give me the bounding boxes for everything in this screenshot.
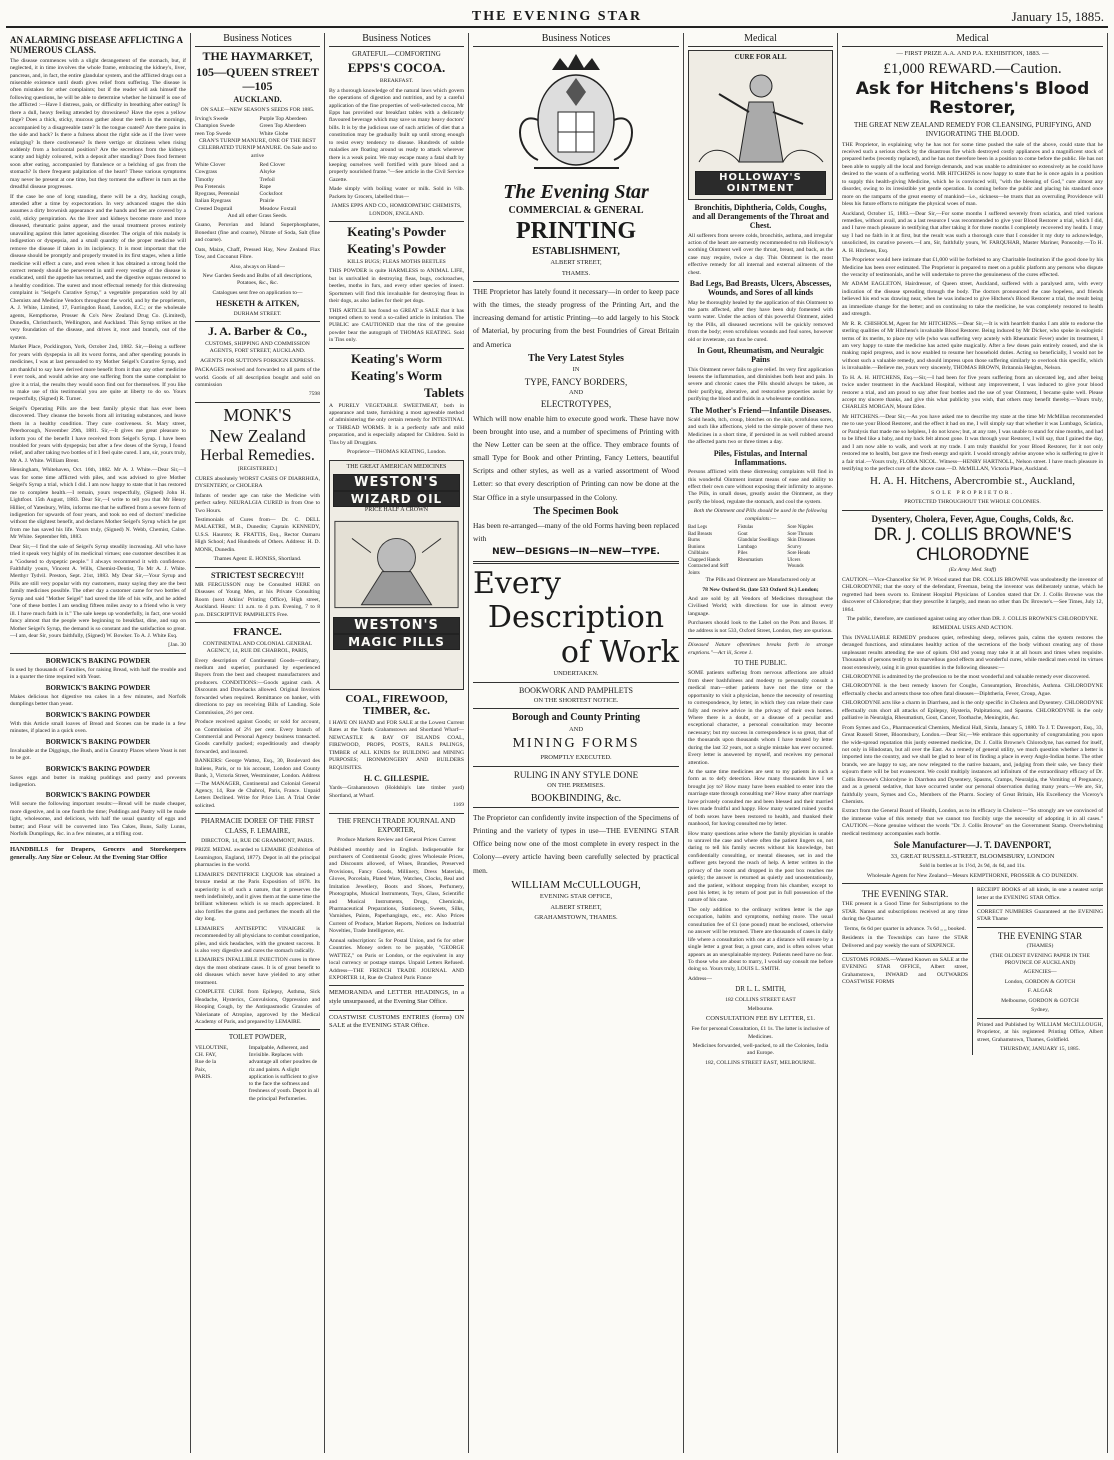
divider (688, 638, 833, 639)
keating-powder-body-1: THIS POWDER is quite HARMLESS to ANIMAL LIFE, but is unrivalled in destroying fleas, bugs, cockroaches, beetles, moths in furs, and every other species of insect. Sportsmen will find this invaluable for destroying fleas in their dogs, as also ladies for their pet dogs. (329, 268, 464, 305)
lemaire-body-4: LEMAIRE'S INFALLIBLE INJECTION cures in three days the most obstinate cases. It is of great benefit to old diseases which never have yielded to any other treatment. (195, 957, 320, 986)
epps-title: EPPS'S COCOA. (347, 60, 446, 76)
printing-l4: ALBERT STREET, (550, 259, 602, 267)
holloway-label: HOLLOWAY'S OINTMENT (695, 171, 826, 195)
column-6 (838, 33, 1108, 1453)
holloway-h4: The Mother's Friend—Infantile Diseases. (689, 405, 832, 415)
barber-title: J. A. Barber & Co., (207, 323, 308, 338)
holloway-address: 78 New Oxford St. (late 533 Oxford St.) London; (702, 586, 819, 593)
undertaken: UNDERTAKEN. (553, 670, 599, 678)
subscription-ad (842, 887, 973, 1055)
divider (329, 1010, 464, 1011)
divider (195, 622, 320, 623)
hitchens-protected: PROTECTED THROUGHOUT THE WHOLE COLONIES. (904, 499, 1041, 506)
seed-list-left: Irving's Swede Champion Swede reen Top Swede (195, 116, 235, 137)
sole-manufacturer: Sole Manufacturer—J. T. DAVENPORT, (893, 840, 1052, 851)
es-title: THE EVENING STAR. (861, 889, 949, 900)
divider (977, 1018, 1103, 1019)
collis-body-3: This INVALUABLE REMEDY produces quiet, refreshing sleep, relieves pain, calms the system restores the deranged functions, and stimulates healthy action of the secretions of the body without creating any of those unpleasant results attending the use of opium. Old and young may take it at all hours and times when requisite. Thousands of persons testify to its marvellous good effects and wonderful cures, while medical men extol its virtues most extensively, using it in great quantities in the following diseases:— (842, 634, 1103, 671)
divider (473, 807, 679, 808)
hitchens-reward: £1,000 REWARD.—Caution. (883, 60, 1062, 77)
france-body-3: BANKERS: George Wattez, Esq., 30, Boulevard des Italiens, Paris, or to his account, London and County Bank, 3, Victoria Street, Westminster, London. Address—The MANAGER, Continental and Colonial General Agency, 14, Rue de Chabrol, Paris, France. Unpaid Letters Declined. Write for Price List. A Trial Order solicited. (195, 758, 320, 809)
haymarket-city: AUCKLAND. (233, 95, 282, 105)
lemaire-body-1: PRIZE MEDAL awarded to LEMAIRE (Exhibition of Leamington, England, 1877). Depot in all the principal pharmacies in the world. (195, 847, 320, 869)
lemaire-body-2: LEMAIRE'S DENTIFRICE LIQUOR has obtained a bronze medal at the Paris Exposition of 1878. Its superiority is of such a nature, that it preserves the teeth indefinitely, and it gives them at the same time the brilliant whiteness which is so much appreciated. It also fortifies the gums and perfumes the mouth all the day long. (195, 871, 320, 923)
borwick-body-5: Saves eggs and butter in making puddings and pastry and prevents indigestion. (10, 774, 186, 788)
collis-body-7: From Symes and Co., Pharmaceutical Chemists, Medical Hall, Simla, January 5, 1880. To J. T. Davenport, Esq., 33, Great Russell Street, Bloomsbury, London.—Dear Sir,—We embrace this opportunity of congratulating you upon the wide-spread reputation this justly esteemed medicine, Dr. J. Collis Browne's Chlorodyne, has earned for itself, not only in Hindostan, but all over the East. As a remedy of general utility, we much question whether a better is imported into the country, and we shall be glad to hear of its finding a place in every Anglo-Indian home. The other brands, we are happy to say, are now relegated to the native bazaars, and, judging from their sale, we fancy their sojourn there will be but evanescent. We could multiply instances ad infinitum of the extraordinary efficacy of Dr. Collis Browne's Chlorodyne in Diarrhœa and Dysentery, Spasms, Cramps, Neuralgia, the Vomiting of Pregnancy, and as a general sedative, that have occurred under our personal observation during many years.—We are, Sir, faithfully yours, Symes and Co., Members of the Pharm. Society of Great Britain, His Excellency the Viceroy's Chemists. (842, 724, 1103, 806)
complaint-list-3: Sore Nipples Sore Throats Skin Diseases Scurvy Sore Heads Ulcers Wounds (787, 525, 816, 570)
smith-address-label: Address— (688, 975, 712, 982)
keating-worm-body: A PURELY VEGETABLE SWEETMEAT, both in appearance and taste, furnishing a most agreeable method of administering the only certain remedy for INTESTINAL or THREAD WORMS. It is a perfectly safe and mild preparation, and is especially adapted for Children. Sold in Tins by all Druggists. (329, 402, 464, 446)
french-journal-body: Published monthly and in English. Indispensable for purchasers of Continental Goods; gives Wholesale Prices, and Discounts allowed, of Wines, Brandies, Preserved Provisions, Fancy Goods, Millinery, Dress Materials, Gloves, Porcelain, Plated Ware, Watches, Clocks, Real and Imitation Jewellery, Boots and Shoes, Perfumery, Photographs, Musical Instruments, Toys, Glass, Scientific and Musical Instruments, Drugs, Chemicals, Pharmaceutical Preparations, Stationery, Sweets, Silks, Varnishes, Paints, Paperhangings, etc., etc. Also Prices Current of Produce, Market Reports, Notices on Industrial Novelties, Trade Intelligence, etc. (329, 846, 464, 935)
westons-name-3: WESTON'S (333, 617, 460, 634)
divider (329, 985, 464, 986)
keating-kills: KILLS BUGS; FLEAS MOTHS BEETLES (347, 258, 446, 265)
toilet-powder-right: Impalpable, Adherent, and Invisible. Replaces with advantage all other poudres de riz and paints. A slight application is sufficient to give to the face the softness and freshness of youth. Depot in all the principal Perfumeries. (248, 1044, 320, 1102)
in-label: IN (572, 366, 580, 374)
customs-forms-ad: CUSTOMS FORMS.—Wanted Known on SALE at the EVENING STAR OFFICE, Albert street, Grahamstown, INWARD and OUTWARDS COASTWISE FORMS (842, 957, 968, 986)
collis-body-1: CAUTION.—Vice-Chancellor Sir W. P. Wood stated that DR. COLLIS BROWNE was undoubtedly the inventor of CHLORODYNE; that the story of the defendant, Freeman, being the inventor was deliberately untrue, which he regretted had been sworn to. Eminent Hospital Physicians of London stated that Dr. J. Collis Browne was the discoverer of Chlorodyne; that they prescribe it largely, and mean no other than Dr. Browne's.—See Times, July 12, 1864. (842, 576, 1103, 613)
keating-worm-title-1: Keating's Worm (350, 350, 443, 366)
hitchens-body-3: The Proprietor would here intimate that £1,000 will be forfeited to any Charitable Institution if the good done by his Medicine has been over estimated. The Proprietor is prepared to meet on a public platform any persons who dispute the veracity of testimonials, and he will undertake to prove the genuineness of the cures effected. (842, 257, 1103, 279)
monk-body-2: Infants of tender age can take the Medicine with perfect safety. NEURALGIA CURED in from One to Two Hours. (195, 492, 320, 514)
borwick-body-6: Will secure the following important results:—Bread will be made cheaper, more digestive, and in one fourth the time; Puddings and Pastry will be made light, wholesome, and delicious, with half the usual quantity of eggs and butter; and Flour will be converted into Tea Cakes, Buns, Sally Lunns, Norfolk Dumplings, &c. in a few minutes, at a trifling cost. (10, 801, 186, 838)
receipt-books-ad: RECEIPT BOOKS of all kinds, in one a neatest script letter at the EVENING STAR Office. (977, 887, 1103, 901)
complaint-list-1: Bad Legs Bad Breasts Burns Bunions Chilblains Chapped Hands Contracted and Stiff Joints (688, 525, 729, 576)
and-label: AND (568, 388, 584, 396)
printing-body-2: Which will now enable him to execute good work. These have now been brought into use, and a number of specimens of Printing with the New Letter can be seen at the office. They embrace founts of small Type for Book and other Printing, Fancy Letters, beautiful Scripts and other styles, as well as a varied assortment of Wood Letter: so that every description of Printing can now be done at the Star Office in a style unsurpassed in the Colony. (473, 413, 679, 502)
collis-body-8: Extract from the General Board of Health, London, as to its efficacy in Cholera:—"So strongly are we convinced of the immense value of this remedy that we cannot too forcibly urge the necessity of adopting it in all cases." CAUTION.—None genuine without the words "Dr. J. Collis Browne" on the Government Stamp. Overwhelming medical testimony accompanies each bottle. (842, 808, 1103, 837)
lemaire-director: DIRECTOR, 14, RUE DE GRAMMONT, PARIS. (201, 837, 314, 844)
hitchens-sub: THE GREAT NEW ZEALAND REMEDY FOR CLEANSING, PURIFYING, AND INVIGORATING THE BLOOD. (853, 120, 1092, 139)
wizard-illustration-icon (333, 517, 460, 612)
holloway-h5: Piles, Fistulas, and Internal Inflammations. (713, 448, 808, 467)
holloway-b4: Scald heads, itch, croup, blotches on the skin, scrofulous sores, and such like affections, yield to the simple power of these two Medicines in a short time, if persisted in as well rubbed around the affected parts two or three times a day. (688, 416, 833, 446)
column-5 (684, 33, 838, 1453)
promptly: PROMPTLY EXECUTED. (540, 754, 612, 762)
description: Description (487, 600, 665, 636)
lemaire-body-5: COMPLETE CURE from Epilepsy, Asthma, Sick Headache, Hysterics, Convulsions, Oppression and Hooping Cough, by the Antispasmodic Granules of Valerianate of Atropine, approved by the Medical Academy of Paris, and prepared by LEMAIRE. (195, 989, 320, 1025)
printing-l2: PRINTING (515, 217, 636, 244)
type-label: TYPE, FANCY BORDERS, (524, 376, 628, 387)
printing-body-4: The Proprietor can confidently invite inspection of the Specimens of Printing and the variety of types in use—THE EVENING STAR Office being now one of the most complete in every respect in the Colony—every article having been carefully selected by practical men. (473, 813, 679, 875)
es-body-1: THE present is a Good Time for Subscriptions to the STAR. Names and subscriptions received at any time during the Quarter. (842, 901, 968, 923)
borwick-body-1: Is used by thousands of Families, for raising Bread, with half the trouble and in a quarter the time required with Yeast. (10, 666, 186, 681)
bottom-ads (842, 887, 1103, 1055)
printing-l5: THAMES. (561, 269, 591, 277)
divider (473, 766, 679, 767)
divider (977, 927, 1103, 928)
to-the-public: TO THE PUBLIC. (734, 659, 787, 668)
westons-name-1: WESTON'S (333, 474, 460, 491)
correct-numbers-ad: CORRECT NUMBERS Guaranteed at the EVENING STAR Thame (977, 908, 1103, 923)
masthead (6, 6, 1108, 28)
holloway-b7: Purchasers should look to the Label on the Pots and Boxes. If the address is not 533, Oxford Street, London, they are spurious. (688, 620, 833, 634)
smith-fee-3: Medicines forwarded, well-packed, to all the Colonies, India and Europe. (692, 1042, 829, 1057)
seigel-testimonial-1: Market Place, Pocklington, York, October 2nd, 1882. Sir,—Being a sufferer for years with dyspepsia in all its worst forms, and after spending pounds in medicines, I was at last persuaded to try Mother Seigel's Curative Syrup, and am thankful to say have derived more benefit from it than any other medicine I ever took, and would advise any one suffering from the same complaint to give it a trial, the results they would soon find out for themselves. If you like to make use of this testimonial you are quite at liberty to do so. Yours respectfully, (Signed) R. Turner. (10, 344, 186, 403)
column-3 (325, 33, 469, 1453)
memoranda-ad: MEMORANDA and LETTER HEADINGS, in a style unsurpassed, at the Evening Star Office. (329, 989, 464, 1006)
smith-b9: At the same time medicines are sent to my patients in such a form as to defy detection. How many thousands have I set brought joy to? How many have been enabled to enter into the marriage state through consulting me? How many after marriage have privately consulted me and been blessed and their married lives made fruitful and happy. How many wasted ruined youths of both sexes have been restored to health, and thanked their manhood, for having consulted me by letter. (688, 769, 833, 828)
holloway-h3: In Gout, Rheumatism, and Neuralgic Pains (697, 346, 824, 365)
epps-body-2: Made simply with boiling water or milk. Sold in ½lb. Packets by Grocers, labelled thus— (329, 186, 464, 200)
bookwork: BOOKWORK AND PAMPHLETS (519, 685, 633, 695)
hesketh-aitken: HESKETH & AITKEN, (216, 299, 299, 309)
borwick-title-2: BORWICK'S BAKING POWDER (45, 683, 151, 692)
dysentery-heading: Dysentery, Cholera, Fever, Ague, Coughs, Colds, &c. (871, 513, 1074, 524)
proprietor-name: WILLIAM McCULLOUGH, (511, 878, 641, 891)
office-1: EVENING STAR OFFICE, (539, 893, 613, 901)
monk-registered: [REGISTERED.] (237, 466, 278, 473)
barber-ref: 7598 (308, 391, 320, 398)
seed-list-right: Purple Top Aberdeen Green Top Aberdeen White Globe (259, 116, 307, 137)
section-header: Business Notices (195, 33, 320, 47)
every: Every (473, 565, 561, 601)
grass-list (195, 162, 320, 213)
divider (329, 221, 464, 222)
printing-title: The Evening Star (503, 181, 649, 203)
section-header: Business Notices (329, 33, 464, 47)
specimen-book: The Specimen Book (533, 505, 619, 517)
collis-body-6: CHLORODYNE acts like a charm in Diarrhœa, and is the only specific in Cholera and Dysentery. CHLORODYNE effectually cuts short all attacks of Epilepsy, Hysteria, Palpitations, and Spasms. CHLORODYNE is the only palliative in Neuralgia, Rheumatism, Gout, Cancer, Toothache, Meningitis, &c. (842, 700, 1103, 722)
divider (195, 567, 320, 568)
monk-agent: Thames Agent: E. HONISS, Shortland. (213, 556, 302, 563)
borwick-title-5: BORWICK'S BAKING POWDER (45, 764, 151, 773)
divider (473, 708, 679, 709)
divider (977, 905, 1103, 906)
haymarket-address: 105—QUEEN STREET—105 (195, 64, 320, 93)
grass-seeds-note: And all other Grass Seeds. (227, 212, 288, 219)
divider (195, 813, 320, 814)
durham-street: DURHAM STREET. (233, 310, 282, 317)
es-body-2: Residents in the Townships can have the STAR Delivered and pay weekly the sum of SIXPENCE. (842, 935, 968, 949)
keating-powder-body-2: THIS ARTICLE has found so GREAT a SALE that it has tempted others to vend a so-called article in imitation. The PUBLIC are CAUTIONED that the tins of the genuine powder bear the autograph of THOMAS KEATING. Sold in Tins only. (329, 307, 464, 344)
of-work: of Work (560, 634, 679, 670)
divider (842, 510, 1103, 511)
monk-title-1: MONK'S (223, 404, 292, 425)
secrecy-body: MR FERGUSSON may be Consulted HERE on Diseases of Young Men, at his Private Consulting Room (next Atkins' Printing Office), High street, Auckland. Hours: 11 a.m. to 4 p.m. Evening, 7 to 8 p.m. DESCRIPTIVE PAMPHLETS Free. (195, 581, 320, 618)
barber-agents: AGENTS FOR SUTTON'S FORKIGN EXPRESS. (200, 357, 315, 364)
hitchens-body-1: THE Proprietor, in explaining why he has not for some time pushed the sale of the above, could state that he received such a serious check by the disastrous fire which destroyed costly appliances and a magnificent stock of prepared herbs (recently replaced), and he has not therefore been in a position to come before the public. He has not been able to supply all the local and foreign demands, and was unable to administer so extensively as he could have desired to the wants of a suffering world. MR HITCHENS is now happy to state that he is once again in a position to supply this health-giving Medicine, which he is convinced will, "with the blessing of God," cure almost any disorder, owing to its irresistible yet gentle operation. In coming before the public and placing his standard once more on the ramparts of the great enemy of mankind—i.e., sickness—he trusts that an overruling Providence will bless his future efforts to mitigate the physical woes of man. (842, 141, 1103, 208)
borwick-body-4: Invaluable at the Diggings, the Bush, and in Country Places where Yeast is not to be got. (10, 747, 186, 762)
column-4 (469, 33, 684, 1453)
seed-list (195, 116, 320, 138)
hitchens-name: H. A. H. Hitchens, Abercrombie st., Auckland, (870, 475, 1075, 488)
france-body-2: Produce received against Goods; or sold for account, on Commission of 2½ per cent. Every branch of Commercial and Personal Agency business transacted. Goods carefully packed; expeditiously and cheaply forwarded, and insured. (195, 719, 320, 755)
grass-list-left: White Clover Cowgrass Timothy Pea Fretensis Ryegrass, Perennial Italian Ryegrass Crested Dogstail (195, 162, 240, 212)
electro-label: ELECTROTYPES, (540, 399, 612, 410)
hitchens-title: Ask for Hitchens's Blood Restorer, (855, 78, 1090, 119)
agency-melbourne: Melbourne, GORDON & GOTCH (1001, 997, 1079, 1004)
collis-remedial: REMEDIAL USES AND ACTION. (932, 625, 1013, 632)
monk-body-1: CURES absolutely WORST CASES OF DIARRHŒA, DYSENTERY, or CHOLERA (195, 475, 320, 490)
divider (329, 348, 464, 349)
borwick-title-6: BORWICK'S BAKING POWDER (45, 791, 151, 800)
coal-name: H. C. GILLESPIE. (363, 774, 430, 784)
divider (473, 281, 679, 282)
seigel-body-2: If the case be one of long standing, there will be a dry, hacking cough, attended after a time by expectoration. In very advanced stages the skin assumes a dirty brownish appearance and the hands and feet are covered by a cold, sticky perspiration. As the liver and kidneys become more and more diseased, rheumatic pains appear, and the usual treatment proves entirely unavailing against this latter agonising disorder. The origin of this malady is indigestion or dyspepsia, and a small quantity of the proper medicine will remove the disease if taken in its incipiency. It is most important that the disease should be promptly and properly treated in its first stages, when a little medicine will effect a cure, and even when it has obtained a strong hold the correct remedy should be persevered in until every vestige of the disease is eradicated, until the appetite has returned, and the digestive organs restored to a healthy condition. The surest and most effectual remedy for this distressing complaint is "Seigel's Curative Syrup," a vegetable preparation sold by all Chemists and Medicine Vendors throughout the world, and by the proprietors, A. J. White, Limited, 17, Farringdon Road, London, E.C.; or the wholesale agents, Kempthorne, Prosser & Co's New Zealand Drug Co. (Limited), Dunedin, Christchurch, Wellington, and Auckland. This Syrup strikes at the very foundation of the disease, and drives it, root and branch, out of the system. (10, 193, 186, 341)
coal-ref: 1169 (453, 802, 464, 809)
collis-body-4: CHLORODYNE is admitted by the profession to be the most wonderful and valuable remedy ever discovered. (842, 674, 1090, 681)
office-2: ALBERT STREET, (550, 903, 602, 911)
smith-name: DR L. L. SMITH, (735, 985, 786, 994)
westons-advert (329, 460, 464, 690)
sole-sold: Sold in bottles at 1s 1½d, 2s 9d, 4s 6d, and 11s. (919, 863, 1026, 870)
and-label-2: AND (568, 725, 584, 733)
keating-tablets: Tablets (424, 384, 464, 400)
france-body-1: Every description of Continental Goods—ordinary, medium and superior, purchased by experienced Buyers from the best and cheapest manufacturers and producers. CONDITIONS:—Goods against cash. A Discounts and Drawbacks allowed. Original Invoices forwarded when required. Remittance on banker, with directions to pay on receiving Bills of Landing. Sole Commission, 2½ per cent. (195, 657, 320, 716)
smith-fee-2: Fee for personal Consultation, £1 1s. The latter is inclusive of Medicines. (691, 1026, 830, 1040)
agency-algar: F. ALGAR (1027, 988, 1053, 995)
agency-london: London, GORDON & GOTCH (1004, 978, 1076, 985)
publication-info (977, 887, 1103, 1055)
collis-body-5: CHLORODYNE is the best remedy known for Coughs, Consumption, Bronchitis, Asthma. CHLORODYNE effectually checks and arrests those too often fatal diseases—Diphtheria, Fever, Croup, Ague. (842, 683, 1103, 697)
holloway-banner: CURE FOR ALL (734, 53, 787, 61)
keating-proprietor: Proprietor—THOMAS KEATING, London. (346, 449, 447, 456)
smith-b10: How many questions arise where the family physician is unable to unravel the case and where often the patient lingers on, not daring to tell his family secrets without his knowledge, but confidentially consulting, or mental diseases, set in and the sufferer gets beyond the reach of help. A letter written in the privacy of the room and dropped in the post box reaches me quietly; the answer is returned as quietly and unostentatiously, and the patient, without stepping from his chamber, except to post his letter, is by return of post put in full possession of the nature of his case. (688, 830, 833, 904)
barber-sub: CUSTOMS, SHIPPING AND COMMISSION AGENTS, FORT STREET, AUCKLAND. (205, 340, 310, 355)
westons-name-2: WIZARD OIL (333, 491, 460, 507)
smith-b8: SOME patients suffering from nervous affections are afraid from sheer bashfulness and modesty to personally consult a medical man—other patients have not the time or the opportunity to visit a physician, hence the necessity of resorting to correspondence, by letter, in which they can relate their case fully and receive advice in the privacy of their own homes. Where there is a doubt, or a disease of a peculiar and exceptional character, a personal consultation may become necessary; but my success in correspondence is so great, that of the thousands upon thousands whom I have treated by letter during the last 32 years, not a single mistake has ever occurred. Every letter is answered by myself, and receives my personal attention. (688, 670, 833, 766)
ruling: RULING IN ANY STYLE DONE (513, 769, 639, 780)
catalogue-note: Catalogues sent free on application to— (212, 289, 303, 296)
secrecy-title: STRICTEST SECRECY!!! (211, 570, 304, 580)
borwick-title-1: BORWICK'S BAKING POWDER (45, 656, 151, 665)
lemaire-body-3: LEMAIRE'S ANTISEPTIC VINAIGRE is recommended by all physicians to combat constipation, piles, and sick headaches, with the greatest success. It is also very digestive and cures the stomach radically. (195, 925, 320, 955)
printing-l3: ESTABLISHMENT, (532, 245, 620, 257)
printing-body-1: THE Proprietor has lately found it necessary—in order to keep pace with the times, the steady progress of the Printing Art, and the increasing demand for artistic Printing—to add largely to his Stock of Material, by procuring from the best Foundries of Great Britain and America (473, 287, 679, 349)
smith-fee-4: 182, COLLINS STREET EAST, MELBOURNE. (705, 1059, 816, 1066)
french-journal-sub: Produce Markets Review and General Prices Current (337, 837, 456, 844)
holloway-b5: Persons afflicted with these distressing complaints will find in this wonderful Ointment instant means of ease and ability to effect their own cure without exposing their infirmity to anyone. The Pills, in small doses, greatly assist the Ointment, as they purify the blood, regulate the stomach, and cool the system. (688, 469, 833, 505)
garden-seeds-note: New Garden Seeds and Bulbs of all descriptions, Potatoes, &c., &c. (202, 273, 313, 287)
divider (473, 561, 679, 564)
office-3: GRAHAMSTOWN, THAMES. (534, 914, 618, 922)
es-terms: Terms, 6s 6d per quarter in advance. 7s 6d „ „ booked. (844, 925, 966, 932)
epps-body: By a thorough knowledge of the natural laws which govern the operations of digestion and nutrition, and by a careful application of the fine properties of well-selected cocoa, Mr Epps has provided our breakfast tables with a delicately flavoured beverage which may save us many heavy doctors' bills. It is by the judicious use of such articles of diet that a constitution may be gradually built up until strong enough to resist every tendency to disease. Hundreds of subtle maladies are floating around us ready to attack wherever there is a weak point. We may escape many a fatal shaft by keeping ourselves well fortified with pure blood and a properly nourished frame."—See article in the Civil Service Gazette. (329, 87, 464, 183)
keating-worm-title-2: Keating's Worm (350, 367, 443, 383)
new-designs: NEW—DESIGNS—IN—NEW—TYPE. (492, 547, 660, 558)
divider (195, 1029, 320, 1030)
printed-by: Printed and Published by WILLIAM McCULLOUGH, Proprietor, at his registered Printing Office, Albert street, Grahamstown, Thames, Goldfield. (977, 1021, 1103, 1043)
keating-powder-title-2: Keating's Powder (347, 241, 446, 257)
borwick-title-4: BORWICK'S BAKING POWDER (45, 737, 151, 746)
agency-sydney: Sydney, (1031, 1007, 1049, 1014)
borwick-body-3: With this Article small loaves of Bread and Scones can be made in a few minutes, if placed in a quick oven. (10, 720, 186, 735)
latest-styles: The Very Latest Styles (528, 352, 624, 364)
hitchens-body-7: Mr HITCHENS.—Dear Sir,—As you have asked me to describe my state at the time Mr McMillan recommended me to use your Blood Restorer, and the effect it had on me, I will simply say that whether it was Lumbago, Sciatica, or Paralysis that made me so helpless, I do not know; but, at any rate, I was unable to stand for nine months, and had to be lifted like a baby, and my back felt almost gone. It was through your Restorer, I will say, that I gained the day, and I am now able to walk, and work at my trade. I am truly thankful for your Blood Restorer, for it not only restored me to health, but gave me fresh energy and spirit. I would strongly advise anyone who is suffering to give it a fair trial.—Yours truly, FLORA NICOL. Witness—HENRY HARTNOLL, Nelson street. I have much pleasure in testifying to the perfect cure of the above case.—D. McMILLAN, Victoria Place, Auckland. (842, 413, 1103, 472)
monk-title-2: New Zealand (209, 425, 306, 446)
shortest-notice: ON THE SHORTEST NOTICE. (533, 696, 619, 704)
toilet-powder-left: VELOUTINE, CH. FAY, Rue de la Paix, PARIS. (195, 1044, 229, 1080)
es2-sub: (THAMES) (1026, 943, 1054, 950)
agencies-label: AGENCIES— (1023, 969, 1057, 976)
westons-name-4: MAGIC PILLS (333, 634, 460, 650)
divider (195, 321, 320, 322)
seigel-testimonial-3: Hensingham, Whitehaven, Oct. 16th, 1882. Mr A. J. White.—Dear Sir,—I was for some time afflicted with piles, and was advised to give Mother Seigel's Syrup a trial, which I did. I am now happy to state that it has restored me to complete health.—I remain, yours respectfully, (Signed) John H. Lightfoot. 15th August, 1883. Dear Sir,—I write to tell you that Mr Henry Hillier, of Yatesbury, Wilts, informs me that he suffered from a severe form of indigestion for upwards of four years, and took no end of doctors' medicine without the slightest benefit, and declares Mother Seigel's Syrup which he got from me has saved his life. Yours truly, (Signed) N. Webb, Chemist, Calne. Mr White. September 8th, 1883. (10, 467, 186, 541)
divider (195, 402, 320, 403)
divider (10, 653, 186, 654)
westons-top: THE GREAT AMERICAN MEDICINES (346, 463, 447, 470)
epps-kicker: GRATEFUL—COMFORTING (352, 50, 441, 58)
holloway-mfg: The Pills and Ointment are Manufactured only at (705, 577, 816, 584)
coastwise-ad: COASTWISE CUSTOMS ENTRIES (forms) ON SALE at the EVENING STAR Office. (329, 1013, 464, 1030)
epps-firm: JAMES EPPS AND CO., HOMŒOPATHIC CHEMISTS, LONDON, ENGLAND. (331, 203, 462, 217)
smith-fee: CONSULTATION FEE BY LETTER, £1. (705, 1015, 816, 1023)
hitchens-body-4: Mr ADAM EAGLETON, Hairdresser, of Queen street, Auckland, suffered with a paralysed arm, with every indication of the disease spreading through the body. The doctors pronounced the case hopeless, and friends believed his end was drawing near, when he was induced to give Hitchens's Blood Restorer a trial, the result being an immediate change for the better; and on continuing to take the medicine, he was completely restored to health and strength. (842, 281, 1103, 318)
holloway-both: Both the Ointment and Pills should be used in the following complaints:— (693, 508, 828, 522)
keating-powder-title-1: Keating's Powder (347, 224, 446, 240)
borough-printing: Borough and County Printing (512, 712, 640, 724)
section-header: Medical (842, 33, 1103, 47)
mining-forms: MINING FORMS (512, 736, 640, 752)
grass-list-right: Red Clover Alsyke Trefoil Rape Cocksfoot Prairie Meadow Foxtail (259, 162, 297, 212)
hitchens-prize: — FIRST PRIZE A.A. AND P.A. EXHIBITION, 1883. — (896, 50, 1049, 57)
hitchens-sole: SOLE PROPRIETOR. (931, 490, 1014, 497)
bookbinding: BOOKBINDING, &c. (530, 792, 622, 804)
divider (842, 953, 968, 954)
column-1 (6, 33, 191, 1453)
seigel-body-1: The disease commences with a slight derangement of the stomach, but, if neglected, it in time involves the whole frame, embracing the kidney's, liver, pancreas, and, in fact, the entire glandular system, and the afflicted drags out a miserable existence until death gives relief from suffering. The disease is often mistaken for other complaints; but if the reader will ask himself the following questions, he will be able to determine whether he himself is one of the afflicted :—Have I distress, pain, or difficulty in breathing after eating? Is there a dull, heavy feeling attended by drowsiness? Have the eyes a yellow tinge? Does a thick, sticky, mucous gather about the teeth in the mornings, accompanied by a disagreeable taste? Is the tongue coated? Are there pains in the side and back? Is there a fulness about the right side as if the liver were enlarging? Is there costiveness? Is there vertigo or dizziness when rising suddenly from a horizontal position? Are the secretions from the kidneys scanty and highly coloured, with a deposit after standing? Does food ferment soon after eating, accompanied by flatulence or a belching of gas from the stomach? Is there frequent palpitation of the heart? These various symptoms may never be present at one time, but they torment the sufferer in turn as the dreadful disease progresses. (10, 57, 186, 191)
crans-manure: CRAN'S TURNIP MANURE, ONE OF THE BEST CELEBRATED TURNIP MANURE. On Sale and to arrive (198, 137, 317, 159)
holloway-h2: Bad Legs, Bad Breasts, Ulcers, Abscesses, Wounds, and Sores of all kinds (689, 279, 832, 298)
newspaper-title: THE EVENING STAR (471, 9, 643, 24)
smith-quote: Diseased Nature oftentimes breaks forth in strange eruptions."—Act iii, Scene 1. (688, 642, 833, 656)
smith-street: 182 COLLINS STREET EAST (725, 996, 796, 1003)
seigel-testimonial-2: Seigel's Operating Pills are the best family physic that has ever been discovered. They cleanse the bowels from all irritating substances, and leave them in a healthy condition. They cure costiveness. St. Mary street, Peterborough, November 29th, 1881. Sir,—It gives me great pleasure to inform you of the benefit I have received from Seigel's Syrup. I have been troubled for years with dyspepsia; but after a few doses of the Syrup, I found relief, and after taking two bottles of it I feel quite cured. I am, sir, yours truly, Mr A. J. White. William Brent. (10, 405, 186, 464)
toilet-powder-title: TOILET POWDER, (228, 1033, 287, 1042)
holloway-h1: Bronchitis, Diphtheria, Colds, Coughs, and all Derangements of the Throat and Chest. (692, 203, 829, 231)
section-header: Business Notices (473, 33, 679, 47)
hitchens-body-6: To H. A. H. HITCHENS, Esq.—Sir,—I had been for five years suffering from an ulcerated leg, and after being twice under treatment in the Auckland Hospital, without any improvement, I was induced to give your blood restorer a trial, and am proud to say after four bottles and the use of your Ointment, I became quite well. Please accept my sincere thanks, and give this what publicity you wish, that others may benefit thereby.—Yours truly, CHARLES MORGAN, Mount Eden. (842, 374, 1103, 411)
haymarket-title: THE HAYMARKET, (202, 49, 313, 63)
lemaire-title: PHARMACIE DOREE OF THE FIRST CLASS, F. LEMAIRE, (200, 817, 315, 835)
guano-note: Guano, Peruvian and Island Superphosphates, Bonedust (fine and coarse), Nitrate of Soda, Salt (fine and coarse). (195, 222, 320, 244)
borwick-body-2: Makes delicious hot digestive tea cakes in a few minutes, and Norfolk dumplings better than yeast. (10, 693, 186, 708)
divider (842, 883, 1103, 884)
holloway-b3: This Ointment never fails to give relief. Its very first application lessens the inflammation, and diminishes both heat and pain. In severe and chronic cases the Pills should always be taken, as their purifying, alterative, and restorative properties assist by purifying the blood and fluids in a wholesome condition. (688, 366, 833, 403)
divider (473, 682, 679, 683)
column-2 (191, 33, 325, 1453)
barber-body: PACKAGES received and forwarded to all parts of the world. Goods of all description bought and sold on commission (195, 367, 320, 388)
printing-l1: COMMERCIAL & GENERAL (508, 205, 644, 216)
hitchens-body-2: Auckland, October 15, 1883.—Dear Sir,—For some months I suffered severely from sciatica, and tried various remedies, without avail, and as a last resource I was recommended to give your Blood Restorer a trial, which I did, and I have much pleasure in testifying that after taking it for three months I completely recovered my health. I may say I had no faith in it at first, but the result was such a thorough cure that I consider it my duty to acknowledge, unsolicited, its curative powers.—I am, Sir, faithfully yours, W. FARQUHAR, Master Mariner, Ponsonby.—To H. A. H. Hitchens, Esq. (842, 210, 1103, 254)
handbills-ad: HANDBILLS for Drapers, Grocers and Storekeepers generally. Any Size or Colour. At the Evening Star Office (10, 845, 186, 862)
monk-body-3: Testimonials of Cures from— Dr. C. DELL MALAETRE, M.B., Dunedin; Captain KENNEDY, U.S.S. Hauroto; R. FRATTIS, Esq., Rector Oamaru High School; And Hundreds of Others. Address: H. D. MONK, Dunedin. (195, 517, 320, 553)
royal-crest-icon (474, 50, 679, 180)
issue-date: January 15, 1885. (1011, 9, 1104, 24)
french-journal-title: THE FRENCH TRADE JOURNAL AND EXPORTER, (337, 816, 456, 834)
holloway-b6: And are sold by all Vendors of Medicines throughout the Civilised World; with directions for use in almost every language. (688, 596, 833, 617)
smith-city: Melbourne. (747, 1006, 774, 1013)
ad-reference: [Jan. 30 (168, 642, 186, 649)
sole-address: 33, GREAT RUSSELL-STREET, BLOOMSBURY, LONDON (890, 852, 1055, 860)
france-title: FRANCE. (233, 626, 282, 639)
es2-title: THE EVENING STAR (997, 930, 1083, 941)
collis-sub: (Ex Army Med. Staff) (948, 567, 997, 574)
section-header: Medical (688, 33, 833, 47)
seigel-testimonial-4: Dear Sir,—I find the sale of Seigel's Syrup steadily increasing. All who have tried it speak very highly of its medicinal virtues; one customer describes it as a "Godsend to dyspeptic people." I always recommend it with confidence. Faithfully yours, Vincent A. Wills, Chemist-Dentist, To Mr A. J. White. Merthyr Tydvil. Preston, Sept. 21st, 1883. My Dear Sir,—Your Syrup and Pills are still very popular with my customers, many saying they are the best family medicines possible. The other day a customer came for two bottles of Syrup and said "Mother Seigel" had saved the life of his wife, and he added "one of these bottles I am sending fifteen miles away to a friend who is very ill. I have much faith in it." The sale keeps up wonderfully, in fact, one would fancy almost that the people were beginning to breakfast, dine, and sup on Mother Seigel's Syrup, the demand is so constant and the satisfaction so great.—I am, dear Sir, yours faithfully, (Signed) W. Bowker. To A. J. White Esq. (10, 543, 186, 639)
also-note: Also, always on Hand— (230, 263, 285, 270)
sole-wholesale: Wholesale Agents for New Zealand—Messrs KEMPTHORNE, PROSSER & CO DUNEDIN. (866, 872, 1079, 879)
complaint-list-2: Fistulas Gout Glandular Swellings Lumbago Piles Rheumatism (737, 525, 779, 563)
coal-title: COAL, FIREWOOD, TIMBER, &c. (345, 692, 448, 718)
westons-price: PRICE HALF A CROWN (364, 506, 429, 513)
collis-browne-title: DR. J. COLLIS BROWNE'S CHLORODYNE (873, 525, 1072, 565)
collis-body-2: The public, therefore, are cautioned against using any other than DR. J. COLLIS BROWNE'S CHLORODYNE. (846, 615, 1099, 622)
holloway-b1: All sufferers from severe colds, bronchitis, asthma, and irregular action of the heart are earnestly recommended to rub Holloway's soothing Ointment well over the throat, breast, and back, as the case may require, twice a day. This Ointment is the most effective remedy for all internal and external ailments of the chest. (688, 232, 833, 276)
toilet-powder (195, 1045, 320, 1103)
smith-b11: The only addition to the ordinary written letter is the age occupation, habits and symptoms, nothing more. The usual consultation fee of £1 (one pound) must be enclosed, otherwise no answer will be returned. There are thousands of cases in daily life where a consultation with one at a distance will ensure by a single letter a great fear, a great care, and is often solves what appears as an unexplainable mystery. Patients need have no fear. To those who are about to marry, I would say consult me before doing so. Yours truly, LOUIS L. SMITH. (688, 906, 833, 973)
complaint-list (688, 525, 833, 577)
divider (329, 813, 464, 814)
france-sub: CONTINENTAL AND COLONIAL GENERAL AGENCY, 14, RUE DE CHABROL, PARIS, (202, 640, 313, 655)
premises: ON THE PREMISES. (547, 782, 605, 790)
french-journal-body-2: Annual subscription: 5s for Postal Union, and 6s for other Countries. Money orders to be payable, "GEORGE WATTEZ," on Paris or London, or the equivalent in any local currency or postage stamps. Unpaid Letters Refused. Address—THE FRENCH TRADE JOURNAL AND EXPORTER 14, Rue de Chabrol Paris France (329, 937, 464, 981)
oats-note: Oats, Maize, Chaff, Pressed Hay, New Zealand Flax Tow, and Cocoanut Fibre. (195, 246, 320, 261)
printing-body-3: Has been re-arranged—many of the old Forms having been replaced with (473, 521, 679, 544)
holloway-illustration (688, 50, 833, 200)
hitchens-body-5: Mr R. R. CHISHOLM, Agent for Mr HITCHENS.—Dear Sir,—It is with heartfelt thanks I am able to endorse the sterling qualities of Mr Hitchens's invaluable Blood Restorer. Being induced by Mr Dicker, who spoke in eulogistic terms of its merits, to place my wife (who was suffering very acutely with Rheumatic Fever) under its treatment, I am very happy to state the medicine has acted quite magically. After a few doses pain entirely ceased, and she is making rapid progress, and is now enabled to resume her household duties. Acting so beneficially, I would not be without such a valuable remedy, and should impress upon those suffering similarly to overlook this specific, which is invaluable.—Believe me, yours very sincerely, THOMAS BROWN, Britannia Heights, Nelson. (842, 320, 1103, 372)
hygeia-figure-icon (689, 64, 833, 164)
monk-title-3: Herbal Remedies. (200, 446, 315, 464)
borwick-title-3: BORWICK'S BAKING POWDER (45, 710, 151, 719)
coal-yards: Yards—Grahamstown (Holdship's late timber yard) Shortland, at Wharf. (329, 785, 464, 799)
epps-sub: BREAKFAST. (379, 78, 414, 85)
printed-date: THURSDAY, JANUARY 15, 1885. (1000, 1045, 1080, 1052)
es2-oldest: (THE OLDEST EVENING PAPER IN THE PROVINCE OF AUCKLAND) (990, 952, 1090, 967)
coal-body: I HAVE ON HAND and FOR SALE at the Lowest Current Rates at the Yards Grahamstown and Shortland Wharf—NEWCASTLE & BAY OF ISLANDS COAL, FIREWOOD, PROPS, POSTS, RAILS PALINGS, TIMBER of ALL KINDS for BUILDING and MINING PURPOSES; IRONMONGERY AND BUILDERS REQUISITES. (329, 719, 464, 771)
seigel-headline: AN ALARMING DISEASE AFFLICTING A NUMEROUS CLASS. (10, 35, 183, 56)
holloway-b2: May be thoroughly healed by the application of this Ointment to the parts affected, after they have been duly fomented with warm water. Under the action of this powerful Ointment, aided by the Pills, all diseased secretions will be quickly removed from the body; even scrofulous wounds and foul sores, however old or inveterate, can thus be cured. (688, 299, 833, 343)
divider (10, 842, 186, 843)
haymarket-sale: ON SALE—NEW SEASON'S SEEDS FOR 1885. (200, 106, 315, 113)
